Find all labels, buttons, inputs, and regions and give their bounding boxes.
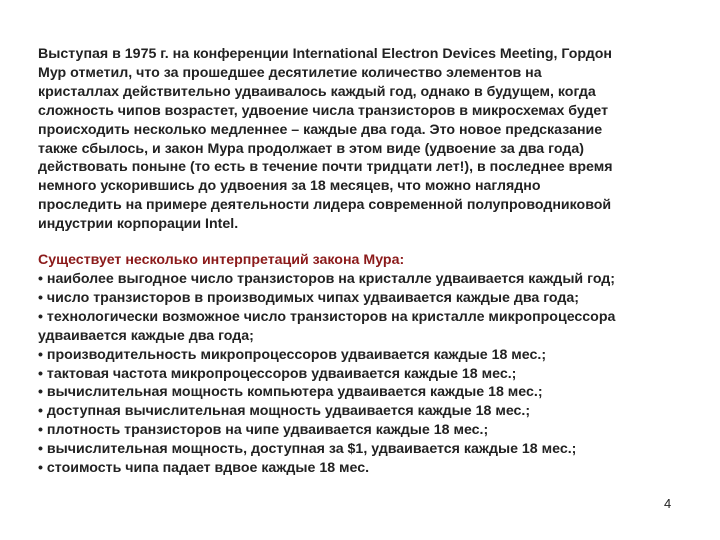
paragraph-line: немного ускорившись до удвоения за 18 месяцев, что можно наглядно xyxy=(38,178,541,195)
paragraph-line: Мур отметил, что за прошедшее десятилетие количество элементов на xyxy=(38,64,542,81)
list-item xyxy=(38,440,688,459)
paragraph-line: индустрии корпорации Intel. xyxy=(38,216,239,233)
intro-paragraph xyxy=(38,45,688,234)
paragraph-line: также сбылось, и закон Мура продолжает в этом виде (удвоение за два года) xyxy=(38,140,584,157)
list-item-text: стоимость чипа падает вдвое каждые 18 мес. xyxy=(46,460,370,477)
list-item-text: плотность транзисторов на чипе удваивается каждые 18 мес.; xyxy=(46,422,489,439)
list-item xyxy=(38,402,688,421)
list-item-text: доступная вычислительная мощность удваивается каждые 18 мес.; xyxy=(46,403,531,420)
paragraph-line: происходить несколько медленнее – каждые два года. Это новое предсказание xyxy=(38,121,603,138)
interpretations-heading: Существует несколько интерпретаций закона Мура: xyxy=(38,252,405,269)
list-item xyxy=(38,289,688,308)
paragraph-line: действовать поныне (то есть в течение почти тридцати лет!), в последнее время xyxy=(38,159,613,176)
bullet-icon: • xyxy=(38,346,47,363)
bullet-icon: • xyxy=(38,403,47,420)
list-item-text: удваивается каждые два года; xyxy=(38,327,254,344)
paragraph-line: проследить на примере деятельности лидера современной полупроводниковой xyxy=(38,197,612,214)
list-item-continuation xyxy=(38,327,688,346)
bullet-icon: • xyxy=(38,289,47,306)
list-item xyxy=(38,365,688,384)
bullet-icon: • xyxy=(38,460,47,477)
list-item xyxy=(38,383,688,402)
list-item-text: число транзисторов в производимых чипах удваивается каждые два года; xyxy=(46,289,580,306)
list-item-text: наиболее выгодное число транзисторов на кристалле удваивается каждый год; xyxy=(46,270,616,287)
list-item-text: вычислительная мощность, доступная за $1, удваивается каждые 18 мес.; xyxy=(46,441,577,458)
bullet-icon: • xyxy=(38,270,47,287)
list-item xyxy=(38,308,688,327)
list-item-text: производительность микропроцессоров удваивается каждые 18 мес.; xyxy=(46,346,547,363)
interpretations-list xyxy=(38,270,688,478)
list-item-text: тактовая частота микропроцессоров удваивается каждые 18 мес.; xyxy=(46,365,517,382)
list-item-text: вычислительная мощность компьютера удваивается каждые 18 мес.; xyxy=(46,384,543,401)
paragraph-line: кристаллах действительно удваивалось каждый год, однако в будущем, когда xyxy=(38,83,596,100)
paragraph-line: сложность чипов возрастет, удвоение числа транзисторов в микросхемах будет xyxy=(38,102,609,119)
interpretations-section xyxy=(38,251,688,478)
paragraph-line: Выступая в 1975 г. на конференции International Electron Devices Meeting, Гордон xyxy=(38,46,612,62)
slide-text-block xyxy=(38,45,688,478)
bullet-icon: • xyxy=(38,308,47,325)
list-item xyxy=(38,270,688,289)
bullet-icon: • xyxy=(38,365,47,382)
bullet-icon: • xyxy=(38,384,47,401)
list-item xyxy=(38,459,688,478)
list-item xyxy=(38,346,688,365)
bullet-icon: • xyxy=(38,441,47,458)
bullet-icon: • xyxy=(38,422,47,439)
list-item xyxy=(38,421,688,440)
page-number: 4 xyxy=(664,496,672,511)
list-item-text: технологически возможное число транзисторов на кристалле микропроцессора xyxy=(46,308,616,325)
